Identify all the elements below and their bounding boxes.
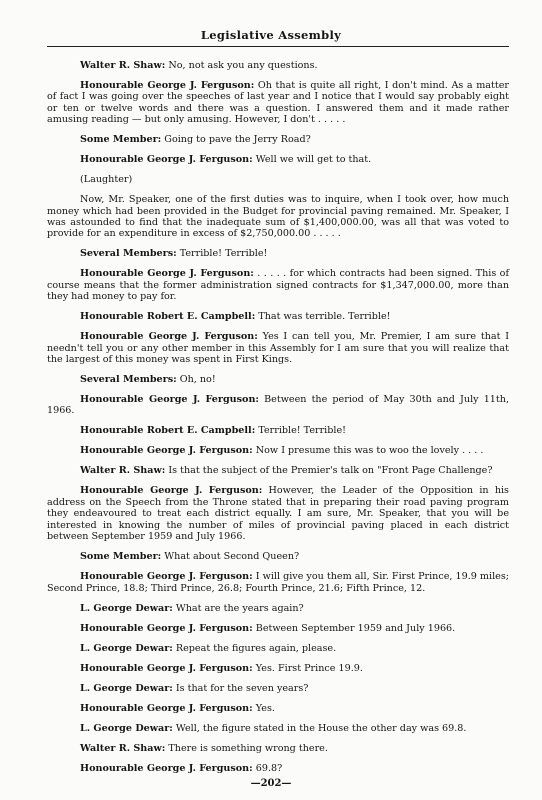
speech-text: Now I presume this was to woo the lovely . . . . [255,445,484,457]
transcript-paragraph [47,394,509,417]
transcript-paragraph [47,174,509,185]
transcript-paragraph [47,643,509,654]
speaker-name: Honourable George J. Ferguson: [80,571,253,583]
transcript-paragraph [47,60,509,71]
speech-text: Oh, no! [179,374,216,386]
speech-text: Going to pave the Jerry Road? [164,134,311,146]
transcript-paragraph [47,603,509,614]
speaker-name: Several Members: [80,374,177,386]
speech-text: That was terrible. Terrible! [258,311,391,323]
speech-text: What are the years again? [175,602,304,614]
transcript-paragraph [47,723,509,734]
transcript-paragraph [47,311,509,322]
speaker-name: Walter R. Shaw: [80,742,166,754]
transcript-paragraph [47,80,509,126]
speaker-name: Walter R. Shaw: [80,60,166,71]
transcript-paragraph [47,194,509,240]
speaker-name: L. George Dewar: [80,642,173,654]
speaker-name: Honourable George J. Ferguson: [80,762,253,774]
speech-text: . . . . . for which contracts had been signed. This of course means that the former administration signed contracts for $1,347,000.00, more than they had money to pay for. [47,268,510,303]
transcript-paragraph [47,703,509,714]
speaker-name: Walter R. Shaw: [80,465,166,477]
page-number: —202— [250,778,292,789]
speaker-name: Honourable George J. Ferguson: [80,485,263,497]
page-header-title: Legislative Assembly [200,28,342,42]
speaker-name: Honourable George J. Ferguson: [80,622,253,634]
speaker-name: L. George Dewar: [80,602,173,614]
speech-text: Terrible! Terrible! [179,248,268,260]
transcript-body [47,60,509,783]
transcript-paragraph [47,683,509,694]
speech-text: Between the period of May 30th and July 11th, 1966. [47,394,509,417]
transcript-paragraph [47,571,509,594]
transcript-paragraph [47,485,509,542]
speaker-name: Some Member: [80,551,162,563]
transcript-paragraph [47,763,509,774]
speaker-name: Honourable Robert E. Campbell: [80,311,256,323]
speaker-name: Honourable George J. Ferguson: [80,80,255,91]
speech-text: Well we will get to that. [255,154,372,166]
speaker-name: Honourable George J. Ferguson: [80,394,259,406]
speech-text: Is that for the seven years? [175,682,309,694]
speaker-name: Honourable George J. Ferguson: [80,702,253,714]
speech-text: There is something wrong there. [168,742,328,754]
transcript-paragraph [47,623,509,634]
speaker-name: Honourable George J. Ferguson: [80,331,258,343]
speaker-name: L. George Dewar: [80,722,173,734]
speaker-name: Honourable George J. Ferguson: [80,154,253,166]
speaker-name: Several Members: [80,248,177,260]
transcript-paragraph [47,425,509,436]
speaker-name: Some Member: [80,134,162,146]
speech-text: No, not ask you any questions. [168,60,318,71]
speech-text: What about Second Queen? [164,551,300,563]
transcript-paragraph [47,445,509,456]
header-divider [47,46,509,47]
speaker-name: Honourable George J. Ferguson: [80,662,253,674]
speech-text: Is that the subject of the Premier's talk on "Front Page Challenge? [168,465,493,477]
speech-text: Yes I can tell you, Mr. Premier, I am sure that I needn't tell you or any other member in this Assembly for I am sure that you will realize that the largest of this money was spent in First Kings. [47,331,510,366]
speech-text: Now, Mr. Speaker, one of the first duties was to inquire, when I took over, how much money which had been provided in the Budget for provincial paving remained. Mr. Speaker, I was astounded to find that the inadequate sum of $1,400,000.00, was all that was voted to provide for an expenditure in excess of $2,750,000.00 . . . . . [47,194,509,240]
speech-text: Repeat the figures again, please. [175,642,337,654]
speaker-name: Honourable George J. Ferguson: [80,268,254,280]
speech-text: Well, the figure stated in the House the other day was 69.8. [175,722,467,734]
transcript-paragraph [47,154,509,165]
speech-text: Oh that is quite all right, I don't mind. As a matter of fact I was going over the speeches of last year and I notice that I would say probably eight or ten or twelve words and there was a question. I answered them and it made rather amusing reading — but only amusing. However, I don't . . . . . [47,80,509,126]
transcript-paragraph [47,134,509,145]
transcript-paragraph [47,268,509,302]
speaker-name: Honourable Robert E. Campbell: [80,425,256,437]
speech-text: 69.8? [255,762,283,774]
speech-text: However, the Leader of the Opposition in his address on the Speech from the Throne stated that in preparing their road paving program they endeavoured to treat each district equally. I am sure, Mr. Speaker, that you will be interested in knowing the number of miles of provincial paving placed in each district between September 1959 and July 1966. [47,485,509,543]
transcript-paragraph [47,743,509,754]
speech-text: Between September 1959 and July 1966. [255,622,456,634]
transcript-paragraph [47,248,509,259]
speech-text: I will give you them all, Sir. First Prince, 19.9 miles; Second Prince, 18.8; Third Prince, 26.8; Fourth Prince, 21.6; Fifth Prince, 12. [47,571,509,594]
transcript-paragraph [47,465,509,476]
speaker-name: L. George Dewar: [80,682,173,694]
speech-text: (Laughter) [80,174,133,186]
speech-text: Terrible! Terrible! [258,425,346,437]
speech-text: Yes. First Prince 19.9. [255,662,363,674]
speaker-name: Honourable George J. Ferguson: [80,445,253,457]
transcript-paragraph [47,663,509,674]
transcript-paragraph [47,331,509,365]
transcript-paragraph [47,551,509,562]
transcript-paragraph [47,374,509,385]
speech-text: Yes. [255,702,275,714]
